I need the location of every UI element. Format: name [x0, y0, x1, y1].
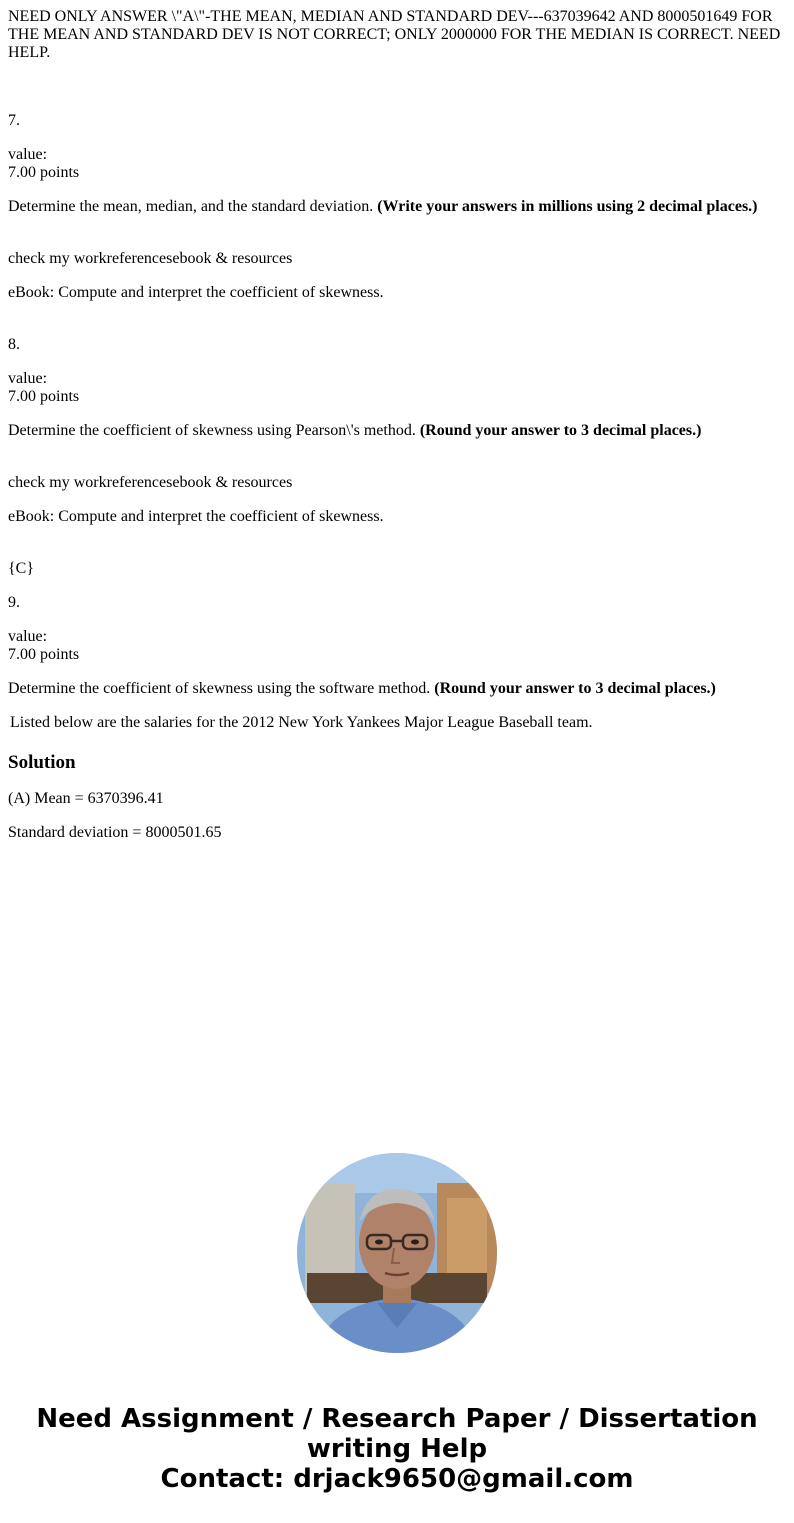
instruction-text: (Round your answer to 3 decimal places.)	[419, 422, 702, 439]
value-label: value:	[8, 370, 48, 387]
question-8-prompt	[8, 422, 786, 440]
question-9-prompt	[8, 680, 786, 698]
author-photo	[297, 1153, 497, 1353]
solution-std: Standard deviation = 8000501.65	[8, 824, 222, 841]
spacer	[8, 78, 786, 112]
question-9-number: 9.	[8, 594, 20, 611]
spacer	[8, 542, 786, 560]
question-9-value	[8, 628, 786, 664]
question-7-number: 7.	[8, 112, 20, 129]
value-label: value:	[8, 628, 48, 645]
points-label: 7.00 points	[8, 164, 80, 181]
part-c-label: {C}	[8, 560, 35, 577]
footer-contact: Contact: drjack9650@gmail.com	[160, 1464, 634, 1494]
spacer	[8, 456, 786, 474]
question-8-number: 8.	[8, 336, 20, 353]
instruction-text: (Round your answer to 3 decimal places.)	[434, 680, 716, 697]
author-avatar	[297, 1153, 497, 1353]
footer-line-2: writing Help	[306, 1434, 488, 1464]
prompt-text: Determine the mean, median, and the standard deviation.	[8, 198, 374, 215]
spacer	[8, 232, 786, 250]
instruction-text: (Write your answers in millions using 2 decimal places.)	[377, 198, 758, 215]
footer-line-1: Need Assignment / Research Paper / Dissertation	[36, 1404, 758, 1434]
solution-mean: (A) Mean = 6370396.41	[8, 790, 164, 807]
intro-text: NEED ONLY ANSWER \"A\"-THE MEAN, MEDIAN AND STANDARD DEV---637039642 AND 8000501649 FOR THE MEAN AND STANDARD DEV IS NOT CORRECT; ONLY 2000000 FOR THE MEDIAN IS CORRECT. NEED HELP.	[8, 8, 781, 61]
question-7-value	[8, 146, 786, 182]
question-7-ebook: eBook: Compute and interpret the coefficient of skewness.	[8, 284, 384, 301]
value-label: value:	[8, 146, 48, 163]
prompt-text: Determine the coefficient of skewness using the software method.	[8, 680, 431, 697]
question-7-links: check my workreferencesebook & resources	[8, 250, 293, 267]
points-label: 7.00 points	[8, 388, 80, 405]
solution-heading: Solution	[8, 752, 76, 773]
salaries-note: Listed below are the salaries for the 2012 New York Yankees Major League Baseball team.	[10, 714, 593, 731]
points-label: 7.00 points	[8, 646, 80, 663]
question-8-ebook: eBook: Compute and interpret the coefficient of skewness.	[8, 508, 384, 525]
prompt-text: Determine the coefficient of skewness using Pearson\'s method.	[8, 422, 416, 439]
question-8-links: check my workreferencesebook & resources	[8, 474, 293, 491]
question-7-prompt	[8, 198, 786, 216]
question-8-value	[8, 370, 786, 406]
spacer	[8, 318, 786, 336]
promo-footer	[0, 1404, 794, 1494]
